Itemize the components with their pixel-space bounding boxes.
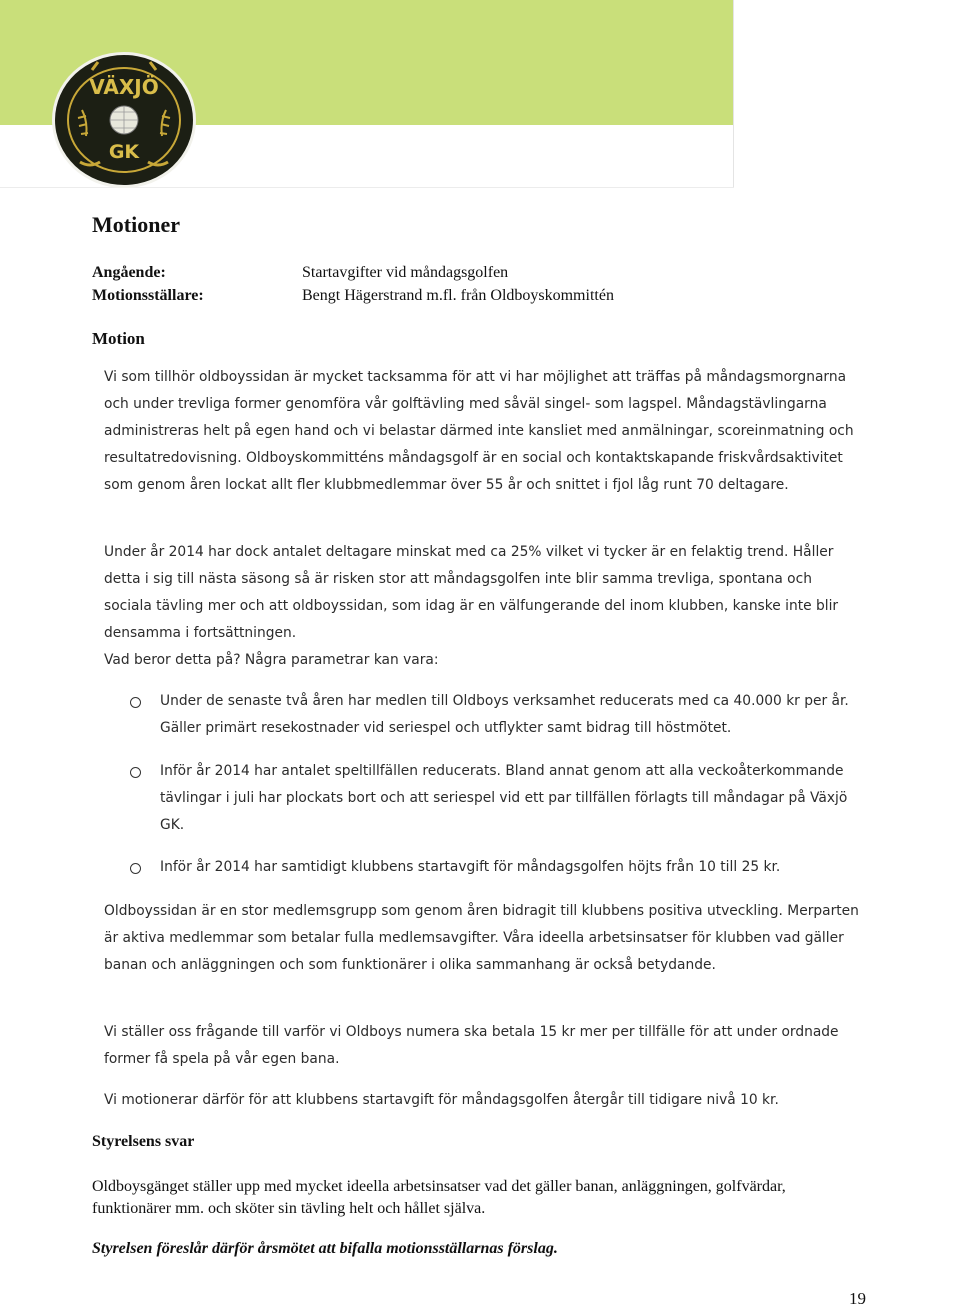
motion-paragraph: Vi ställer oss frågande till varför vi Oldboys numera ska betala 15 kr mer per tillfälle för att under ordnade former få spela på vår egen bana. xyxy=(104,1024,839,1067)
meta-label-proposer: Motionsställare: xyxy=(92,287,204,304)
motion-heading: Motion xyxy=(92,329,145,348)
document-title: Motioner xyxy=(92,212,180,237)
bullet-item: Inför år 2014 har samtidigt klubbens startavgift för måndagsgolfen höjts från 10 till 25 kr. xyxy=(160,859,781,875)
bullet-circle-icon xyxy=(130,767,141,778)
motion-paragraph: Oldboyssidan är en stor medlemsgrupp som genom åren bidragit till klubbens positiva utveckling. Merparten är aktiva medlemmar som betalar fulla medlemsavgifter. Våra ideella arbetsinsatser för klubben vad gäller banan och anläggningen och som funktionärer i olika sammanhang är också betydande. xyxy=(104,903,859,973)
logo-bottom-text: GK xyxy=(108,141,140,163)
bullet-item: Inför år 2014 har antalet speltillfällen reducerats. Bland annat genom att alla veckoåterkommande tävlingar i juli har plockats bort och att seriespel vid ett par tillfällen förlagts till måndagar på Växjö GK. xyxy=(160,763,848,833)
meta-value-proposer: Bengt Hägerstrand m.fl. från Oldboyskommittén xyxy=(302,287,614,304)
meta-label-subject: Angående: xyxy=(92,264,166,281)
bullet-circle-icon xyxy=(130,697,141,708)
board-answer-heading: Styrelsens svar xyxy=(92,1133,195,1150)
motion-paragraph: Vad beror detta på? Några parametrar kan vara: xyxy=(104,652,439,668)
vaxjo-gk-logo xyxy=(52,52,196,188)
board-answer-text: Oldboysgänget ställer upp med mycket ideella arbetsinsatser vad det gäller banan, anläggningen, golfvärdar, funktionärer mm. och sköter sin tävling helt och hållet själva. xyxy=(92,1178,786,1217)
motion-paragraph: Vi som tillhör oldboyssidan är mycket tacksamma för att vi har möjlighet att träffas på måndagsmorgnarna och under trevliga former genomföra vår golftävling med såväl singel- som lagspel. Måndagstävlingarna administreras helt på egen hand och vi belastar därmed inte kansliet med anmälningar, scoreinmatning och resultatredovisning. Oldboyskommitténs måndagsgolf är en social och kontaktskapande friskvårdsaktivitet som genom åren lockat allt fler klubbmedlemmar över 55 år och snittet i fjol låg runt 70 deltagare. xyxy=(104,369,854,493)
bullet-item: Under de senaste två åren har medlen till Oldboys verksamhet reducerats med ca 40.000 kr per år. Gäller primärt resekostnader vid seriespel och utflykter samt bidrag till höstmötet. xyxy=(160,693,849,736)
header-divider-vertical xyxy=(733,0,734,188)
page-number: 19 xyxy=(849,1289,866,1308)
motion-paragraph: Vi motionerar därför för att klubbens startavgift för måndagsgolfen återgår till tidigare nivå 10 kr. xyxy=(104,1092,779,1108)
motion-paragraph: Under år 2014 har dock antalet deltagare minskat med ca 25% vilket vi tycker är en felaktig trend. Håller detta i sig till nästa säsong så är risken stor att måndagsgolfen inte blir samma trevliga, spontana och sociala tävling mer och att oldboyssidan, som idag är en välfungerande del inom klubben, kanske inte blir densamma i fortsättningen. xyxy=(104,544,839,641)
logo-top-text: VÄXJÖ xyxy=(89,75,159,99)
meta-value-subject: Startavgifter vid måndagsgolfen xyxy=(302,264,509,281)
board-conclusion: Styrelsen föreslår därför årsmötet att bifalla motionsställarnas förslag. xyxy=(92,1240,558,1257)
bullet-circle-icon xyxy=(130,863,141,874)
